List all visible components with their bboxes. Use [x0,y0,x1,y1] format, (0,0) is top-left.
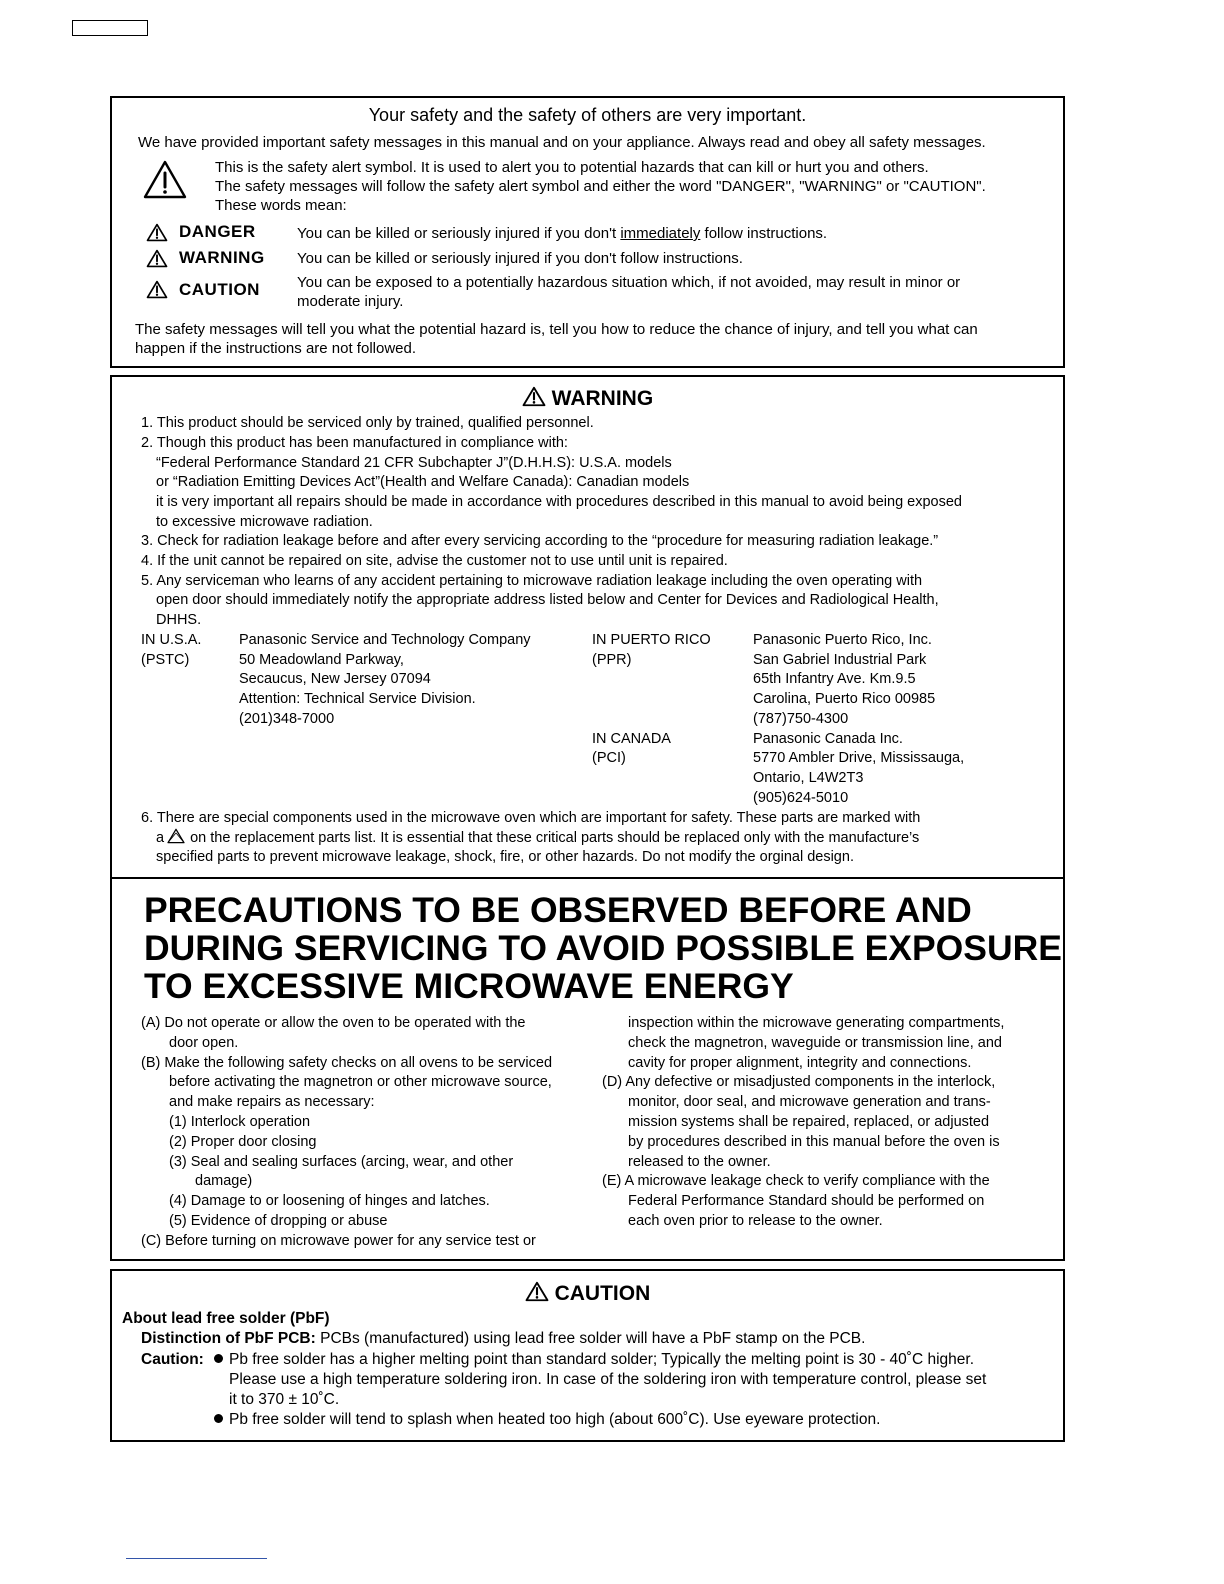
pr-address-1: Panasonic Puerto Rico, Inc. [753,632,932,648]
precautions-title-line-1: PRECAUTIONS TO BE OBSERVED BEFORE AND [144,890,972,930]
caution-text-1: You can be exposed to a potentially hazardous situation which, if not avoided, may result in minor or [297,274,961,291]
danger-alert-icon [146,223,168,242]
precaution-line: check the magnetron, waveguide or transmission line, and [628,1034,1002,1051]
bullet-icon [214,1414,223,1423]
ca-address-2: 5770 Ambler Drive, Mississauga, [753,750,965,766]
pr-label-1: IN PUERTO RICO [592,632,711,648]
caution-text-2: moderate injury. [297,293,404,310]
critical-part-icon [166,828,186,844]
usa-label-1: IN U.S.A. [141,632,202,648]
item6-line-2: a on the replacement parts list. It is essential that these critical parts should be replaced only with the manufacture’s [156,830,920,846]
precaution-line: (1) Interlock operation [169,1113,311,1130]
precaution-line: (5) Evidence of dropping or abuse [169,1212,388,1229]
safety-intro: We have provided important safety messages in this manual and on your appliance. Always read and obey all safety messages. [138,134,986,151]
usa-address-2: 50 Meadowland Parkway, [239,652,404,668]
warning-line-11: DHHS. [156,612,202,628]
precaution-line: Federal Performance Standard should be performed on [628,1193,985,1210]
precaution-line: (B) Make the following safety checks on all ovens to be serviced [141,1054,553,1071]
caution-heading: CAUTION [112,1281,1063,1307]
pr-address-3: 65th Infantry Ave. Km.9.5 [753,671,916,687]
caution-heading-icon [525,1281,549,1302]
caution-alert-icon [146,280,168,299]
caution-subhead: About lead free solder (PbF) [122,1310,330,1327]
caution-word: CAUTION [179,280,260,299]
pbf-bullet-1-line-3: it to 370 ± 10˚C. [229,1391,340,1408]
pbf-bullet-2: Pb free solder will tend to splash when heated too high (about 600˚C). Use eyeware protection. [214,1410,880,1430]
warning-text: You can be killed or seriously injured if you don't follow instructions. [297,250,743,267]
warning-line-1: 1. This product should be serviced only by trained, qualified personnel. [141,415,594,431]
precaution-line: (D) Any defective or misadjusted components in the interlock, [602,1074,996,1091]
precaution-line: damage) [195,1173,253,1190]
precaution-line: each oven prior to release to the owner. [628,1212,883,1229]
pr-address-2: San Gabriel Industrial Park [753,652,927,668]
pbf-distinction: Distinction of PbF PCB: PCBs (manufactured) using lead free solder will have a PbF stamp on the PCB. [141,1330,866,1347]
precautions-title [144,891,1062,1005]
bullet-icon [214,1354,223,1363]
danger-word: DANGER [179,222,256,241]
safety-alert-icon [142,159,188,201]
precautions-title-line-2: DURING SERVICING TO AVOID POSSIBLE EXPOSURE [144,928,1062,968]
usa-address-3: Secaucus, New Jersey 07094 [239,671,431,687]
ca-address-4: (905)624-5010 [753,790,849,806]
precaution-line: monitor, door seal, and microwave generation and trans- [628,1094,991,1111]
precaution-line: mission systems shall be repaired, replaced, or adjusted [628,1113,990,1130]
precaution-line: (2) Proper door closing [169,1133,317,1150]
safety-closing-1: The safety messages will tell you what the potential hazard is, tell you how to reduce the chance of injury, and tell you what can [135,321,978,338]
pr-label-2: (PPR) [592,652,632,668]
warning-line-3: “Federal Performance Standard 21 CFR Subchapter J”(D.H.H.S): U.S.A. models [156,455,672,471]
precaution-line: door open. [169,1034,239,1051]
pr-address-4: Carolina, Puerto Rico 00985 [753,691,936,707]
precaution-line: (E) A microwave leakage check to verify compliance with the [602,1173,990,1190]
warning-line-7: 3. Check for radiation leakage before and after every servicing according to the “procedure for measuring radiation leakage.” [141,533,939,549]
precautions-right-column [602,1014,1004,1232]
warning-heading-icon [522,386,546,407]
warning-line-4: or “Radiation Emitting Devices Act”(Health and Welfare Canada): Canadian models [156,474,690,490]
warning-heading: WARNING [112,386,1063,412]
pbf-caution-label: Caution: [141,1351,204,1368]
usa-label-2: (PSTC) [141,652,190,668]
usa-address-1: Panasonic Service and Technology Company [239,632,531,648]
precautions-box [110,877,1065,1261]
precaution-line: (A) Do not operate or allow the oven to be operated with the [141,1015,526,1031]
safety-box [110,96,1065,368]
usa-address-5: (201)348-7000 [239,711,335,727]
warning-line-6: to excessive microwave radiation. [156,514,373,530]
precaution-line: and make repairs as necessary: [169,1094,375,1111]
precaution-line: by procedures described in this manual before the oven is [628,1133,1000,1150]
page-corner-box [72,20,148,36]
warning-word: WARNING [179,248,265,267]
warning-alert-icon [146,249,168,268]
warning-line-9: 5. Any serviceman who learns of any accident pertaining to microwave radiation leakage including the oven operating with [141,573,923,589]
precaution-line: (3) Seal and sealing surfaces (arcing, wear, and other [169,1153,514,1170]
precaution-line: cavity for proper alignment, integrity and connections. [628,1054,972,1071]
precaution-line: (C) Before turning on microwave power for any service test or [141,1232,536,1249]
pbf-bullet-1: Pb free solder has a higher melting point than standard solder; Typically the melting point is 30 - 40˚C higher. [214,1350,974,1370]
warning-line-2: 2. Though this product has been manufactured in compliance with: [141,435,568,451]
alert-line-1: This is the safety alert symbol. It is used to alert you to potential hazards that can kill or hurt you and others. [215,159,929,176]
pbf-bullet-1-line-2: Please use a high temperature soldering iron. In case of the soldering iron with temperature control, please set [229,1371,987,1388]
ca-address-3: Ontario, L4W2T3 [753,770,864,786]
precautions-left-column [141,1014,552,1252]
caution-box [110,1269,1065,1442]
alert-line-2: The safety messages will follow the safety alert symbol and either the word "DANGER", "WARNING" or "CAUTION". [215,178,986,195]
ca-label-1: IN CANADA [592,731,671,747]
item6-line-1: 6. There are special components used in the microwave oven which are important for safety. These parts are marked with [141,810,921,826]
warning-line-5: it is very important all repairs should be made in accordance with procedures described in this manual to avoid being exposed [156,494,962,510]
precautions-title-line-3: TO EXCESSIVE MICROWAVE ENERGY [144,966,794,1006]
ca-label-2: (PCI) [592,750,626,766]
danger-text: You can be killed or seriously injured if you don't immediately follow instructions. [297,225,828,242]
warning-box [110,375,1065,879]
item6-line-3: specified parts to prevent microwave leakage, shock, fire, or other hazards. Do not modify the orginal design. [156,849,854,865]
precaution-line: (4) Damage to or loosening of hinges and latches. [169,1193,490,1210]
safety-title: Your safety and the safety of others are very important. [368,105,807,125]
safety-closing-2: happen if the instructions are not followed. [135,340,417,357]
footer-rule [126,1558,267,1559]
precaution-line: inspection within the microwave generating compartments, [628,1015,1005,1031]
precaution-line: released to the owner. [628,1153,771,1170]
alert-line-3: These words mean: [215,197,347,214]
usa-address-4: Attention: Technical Service Division. [239,691,476,707]
warning-line-8: 4. If the unit cannot be repaired on site, advise the customer not to use until unit is repaired. [141,553,728,569]
ca-address-1: Panasonic Canada Inc. [753,731,903,747]
precaution-line: before activating the magnetron or other microwave source, [169,1074,552,1091]
pr-address-5: (787)750-4300 [753,711,849,727]
warning-line-10: open door should immediately notify the appropriate address listed below and Center for Devices and Radiological Health, [156,592,939,608]
